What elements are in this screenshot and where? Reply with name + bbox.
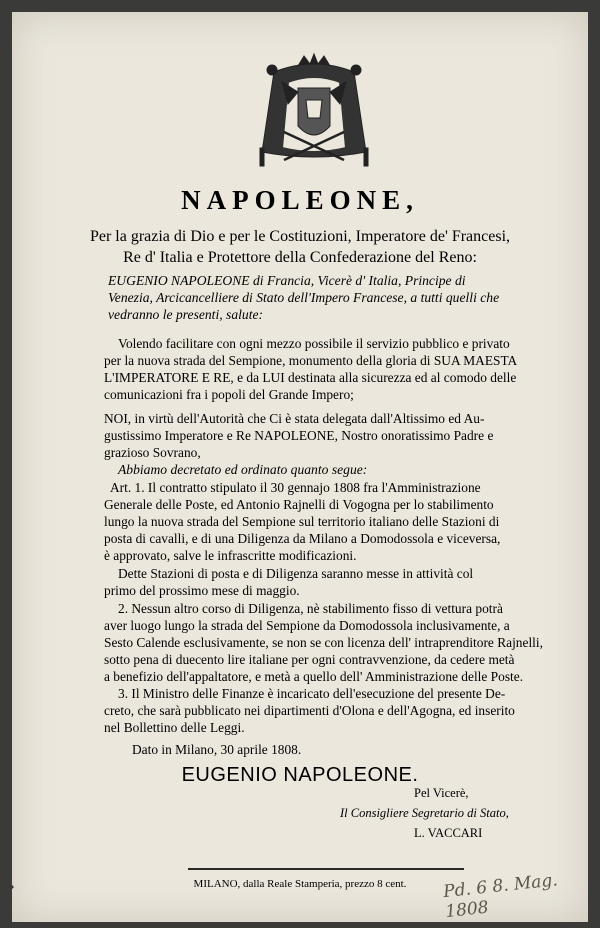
- paragraph-line: NOI, in virtù dell'Autorità che Ci è stata delegata dall'Altissimo ed Au-: [104, 411, 485, 426]
- article-line: Dette Stazioni di posta e di Diligenza saranno messe in attività col: [118, 566, 474, 581]
- article-line: è approvato, salve le infrascritte modificazioni.: [104, 548, 357, 563]
- divider-rule: [188, 868, 464, 870]
- handwritten-note: Pd. 6 8. Mag. 1808: [442, 870, 559, 923]
- article-line: creto, che sarà pubblicato nei dipartimenti d'Olona e dell'Agogna, ed inserito: [104, 703, 515, 718]
- article-line: primo del prossimo mese di maggio.: [104, 583, 300, 598]
- article-line: Sesto Calende esclusivamente, se non se con licenza dell' intraprenditore Rajnelli,: [104, 635, 543, 650]
- countersign-line: Pel Vicerè,: [414, 786, 469, 800]
- article-line: posta di cavalli, e di una Diligenza da Milano a Domodossola e viceversa,: [104, 531, 501, 546]
- intro-line: Venezia, Arcicancelliere di Stato dell'Impero Francese, a tutti quelli che: [108, 290, 500, 305]
- article-line: sotto pena di duecento lire italiane per ogni contravvenzione, da cedere metà: [104, 652, 515, 667]
- intro-line: EUGENIO NAPOLEONE di Francia, Vicerè d' Italia, Principe di: [108, 273, 466, 288]
- article-line: 2. Nessun altro corso di Diligenza, nè stabilimento fisso di vettura potrà: [118, 601, 503, 616]
- article-line: a benefizio dell'appaltatore, e metà a quello dell' Amministrazione delle Poste.: [104, 669, 524, 684]
- paragraph-line: L'IMPERATORE E RE, e da LUI destinata alla sicurezza ed al comodo delle: [104, 370, 517, 385]
- paragraph-line: comunicazioni fra i popoli del Grande Impero;: [104, 387, 354, 402]
- article-line: nel Bollettino delle Leggi.: [104, 720, 245, 735]
- paragraph-line: gustissimo Imperatore e Re NAPOLEONE, Nostro onoratissimo Padre e: [104, 428, 494, 443]
- torn-edge: [0, 448, 12, 488]
- date-line: Dato in Milano, 30 aprile 1808.: [132, 742, 302, 757]
- intro-line: vedranno le presenti, salute:: [108, 307, 264, 322]
- article-line: Art. 1. Il contratto stipulato il 30 gennajo 1808 fra l'Amministrazione: [110, 480, 481, 495]
- article-line: aver luogo lungo la strada del Sempione da Domodossola inclusivamente, a: [104, 618, 510, 633]
- countersign-line: L. VACCARI: [414, 826, 483, 840]
- document-title: NAPOLEONE,: [181, 185, 419, 215]
- signer-name: EUGENIO NAPOLEONE.: [181, 764, 419, 786]
- article-line: lungo la nuova strada del Sempione sul territorio italiano delle Stazioni di: [104, 514, 500, 529]
- header-line: Per la grazia di Dio e per le Costituzioni, Imperatore de' Francesi,: [89, 228, 511, 245]
- imperial-crest-icon: [254, 52, 374, 170]
- paragraph-line: per la nuova strada del Sempione, monumento della gloria di SUA MAESTA: [104, 353, 518, 368]
- header-line: Re d' Italia e Protettore della Confederazione del Reno:: [123, 249, 477, 266]
- paragraph-line: Volendo facilitare con ogni mezzo possibile il servizio pubblico e privato: [118, 336, 510, 351]
- countersign-line: Il Consigliere Segretario di Stato,: [340, 806, 509, 820]
- decree-line: Abbiamo decretato ed ordinato quanto segue:: [118, 462, 368, 477]
- article-line: Generale delle Poste, ed Antonio Rajnelli di Vogogna per lo stabilimento: [104, 497, 494, 512]
- printer-line: MILANO, dalla Reale Stamperia, prezzo 8 cent.: [193, 878, 407, 890]
- paragraph-line: grazioso Sovrano,: [104, 445, 201, 460]
- article-line: 3. Il Ministro delle Finanze è incaricato dell'esecuzione del presente De-: [118, 686, 506, 701]
